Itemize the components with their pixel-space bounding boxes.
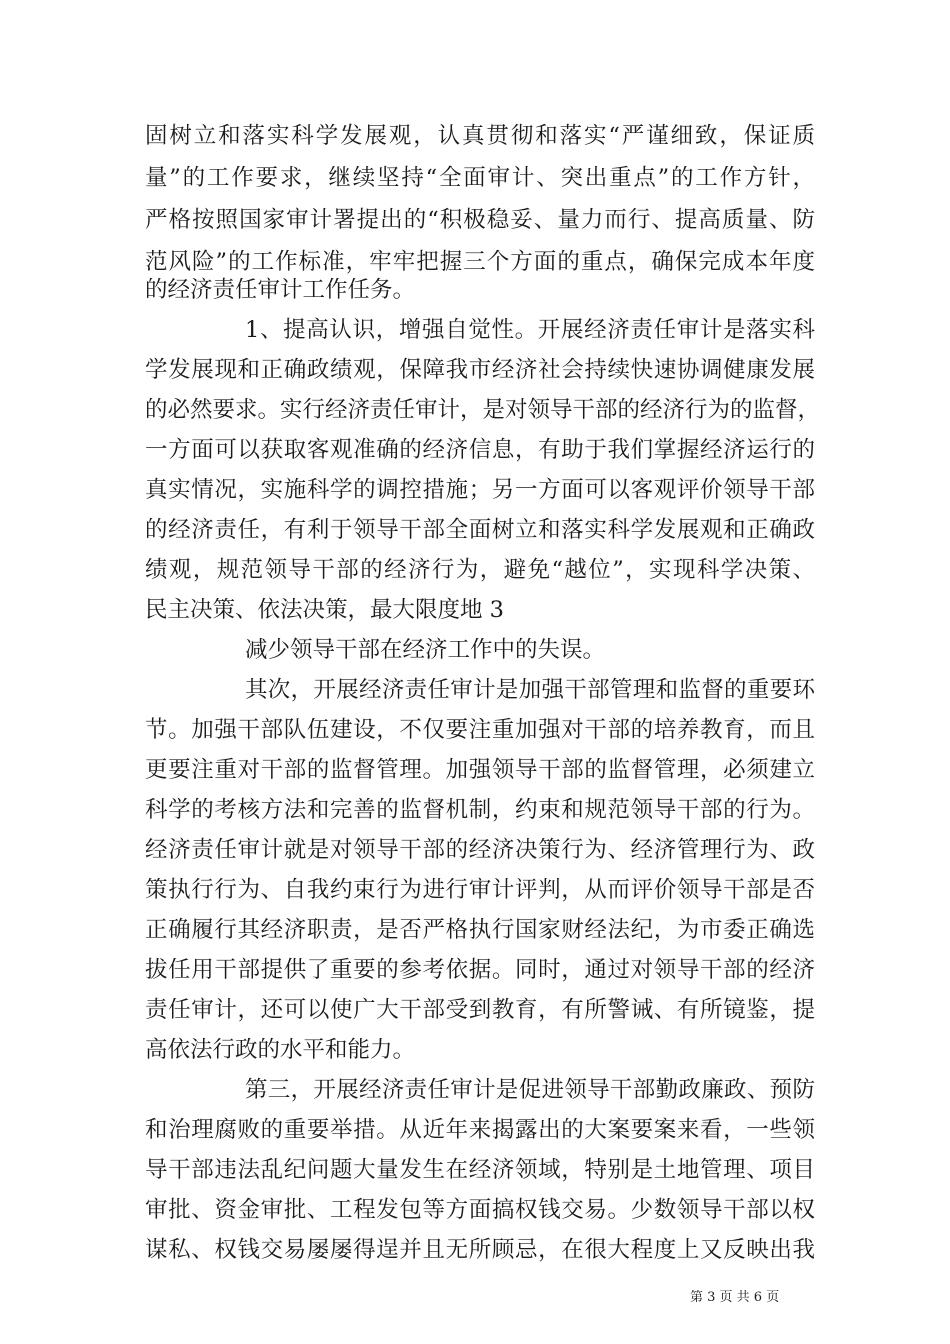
body-text-line: 节。加强干部队伍建设，不仅要注重加强对干部的培养教育，而且 — [145, 717, 815, 743]
page-number-footer: 第 3 页 共 6 页 — [690, 1290, 780, 1305]
body-text-line: 民主决策、依法决策，最大限度地 3 — [145, 597, 504, 623]
body-text-line: 正确履行其经济职责，是否严格执行国家财经法纪，为市委正确选 — [145, 917, 815, 943]
body-text-line: 审批、资金审批、工程发包等方面搞权钱交易。少数领导干部以权 — [145, 1197, 815, 1223]
body-text-line: 经济责任审计就是对领导干部的经济决策行为、经济管理行为、政 — [145, 837, 815, 863]
body-text-line: 的经济责任，有利于领导干部全面树立和落实科学发展观和正确政 — [145, 517, 815, 543]
body-text-line: 严格按照国家审计署提出的“积极稳妥、量力而行、提高质量、防 — [145, 207, 815, 233]
body-text-line: 策执行行为、自我约束行为进行审计评判，从而评价领导干部是否 — [145, 877, 815, 903]
body-text-line: 真实情况，实施科学的调控措施；另一方面可以客观评价领导干部 — [145, 477, 815, 503]
body-text-line: 和治理腐败的重要举措。从近年来揭露出的大案要案来看，一些领 — [145, 1117, 815, 1143]
body-text-line: 责任审计，还可以使广大干部受到教育，有所警诫、有所镜鉴，提 — [145, 997, 815, 1023]
body-text-line: 学发展现和正确政绩观，保障我市经济社会持续快速协调健康发展 — [145, 357, 815, 383]
body-text-line: 科学的考核方法和完善的监督机制，约束和规范领导干部的行为。 — [145, 797, 815, 823]
body-text-line: 谋私、权钱交易屡屡得逞并且无所顾忌，在很大程度上又反映出我 — [145, 1237, 815, 1263]
body-text-line: 的经济责任审计工作任务。 — [145, 277, 416, 303]
body-text-line: 范风险”的工作标准，牢牢把握三个方面的重点，确保完成本年度 — [145, 249, 815, 275]
body-text-line: 高依法行政的水平和能力。 — [145, 1037, 416, 1063]
body-text-line: 量”的工作要求，继续坚持“全面审计、突出重点”的工作方针， — [145, 165, 815, 191]
paragraph-first-line: 第三，开展经济责任审计是促进领导干部勤政廉政、预防 — [245, 1077, 815, 1103]
paragraph-first-line: 其次，开展经济责任审计是加强干部管理和监督的重要环 — [245, 677, 815, 703]
body-text-line: 绩观，规范领导干部的经济行为，避免“越位”，实现科学决策、 — [145, 557, 815, 583]
body-text-line: 一方面可以获取客观准确的经济信息，有助于我们掌握经济运行的 — [145, 437, 815, 463]
body-text-line: 更要注重对干部的监督管理。加强领导干部的监督管理，必须建立 — [145, 757, 815, 783]
body-text-line: 固树立和落实科学发展观，认真贯彻和落实“严谨细致，保证质 — [145, 123, 815, 149]
body-text-line: 导干部违法乱纪问题大量发生在经济领域，特别是土地管理、项目 — [145, 1157, 815, 1183]
body-text-line: 的必然要求。实行经济责任审计，是对领导干部的经济行为的监督， — [145, 397, 821, 423]
body-text-line: 拔任用干部提供了重要的参考依据。同时，通过对领导干部的经济 — [145, 957, 815, 983]
body-text-line: 减少领导干部在经济工作中的失误。 — [245, 637, 606, 663]
paragraph-first-line: 1、提高认识，增强自觉性。开展经济责任审计是落实科 — [245, 317, 815, 343]
